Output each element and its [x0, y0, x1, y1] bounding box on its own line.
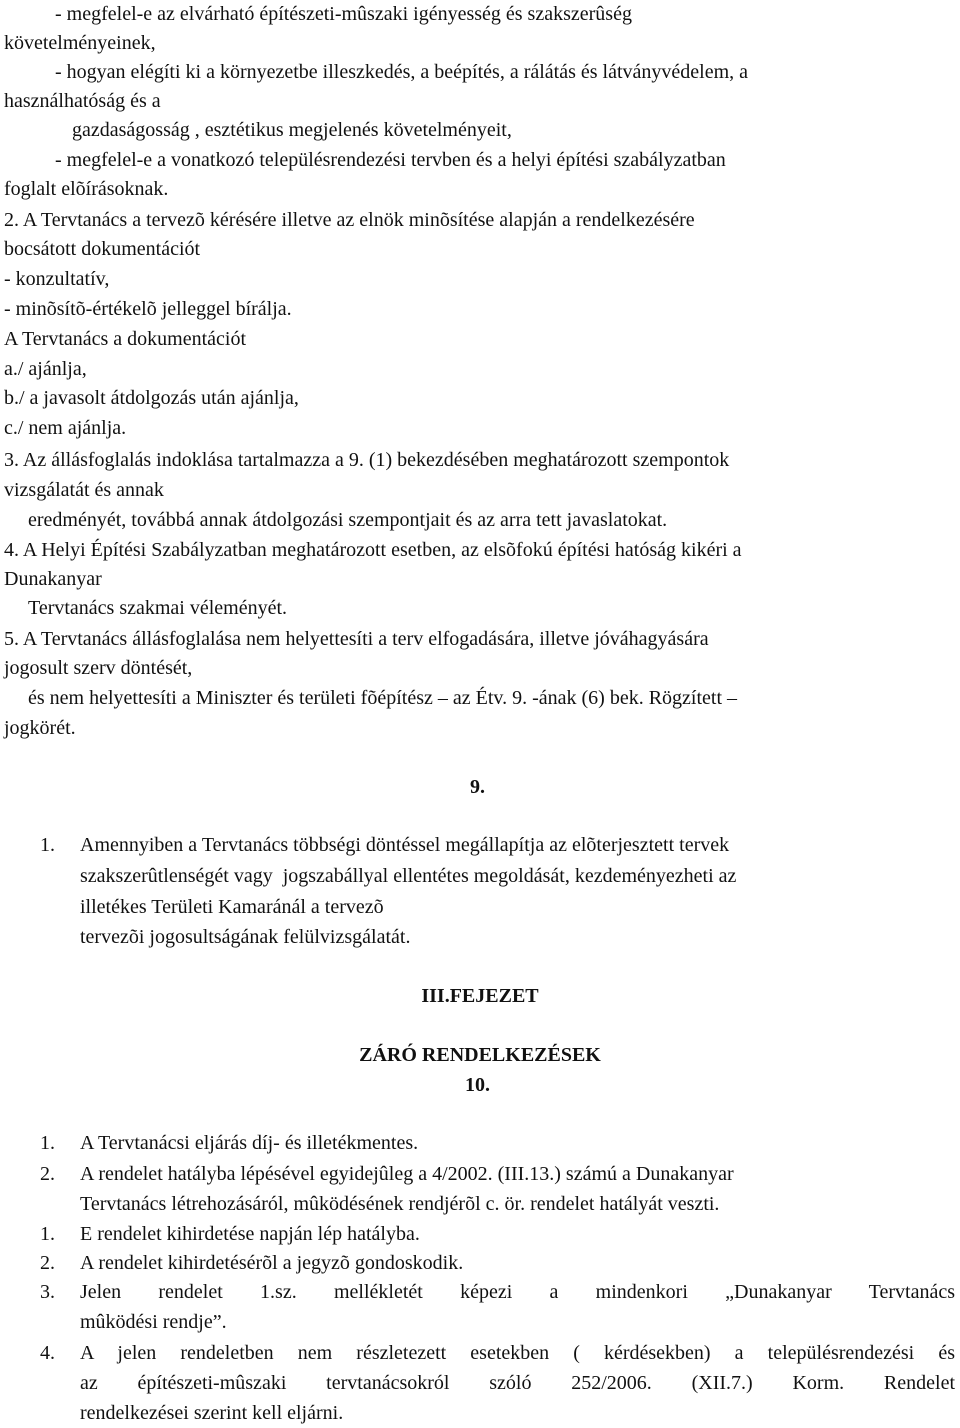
text-line: 2. A Tervtanács a tervezõ kérésére illetve az elnök minõsítése alapján a rendelkezésére	[4, 209, 695, 231]
text-line: bocsátott dokumentációt	[4, 238, 201, 260]
item-number: 1.	[40, 1223, 55, 1245]
text-line: 3. Az állásfoglalás indoklása tartalmazza a 9. (1) bekezdésében meghatározott szempontok	[4, 449, 730, 471]
text-line: tervezõi jogosultságának felülvizsgálatát.	[80, 926, 411, 948]
text-line: az építészeti-mûszaki tervtanácsokról szóló 252/2006. (XII.7.) Korm. Rendelet	[80, 1372, 955, 1394]
text-line: A Tervtanácsi eljárás díj- és illetékmentes.	[80, 1132, 419, 1154]
text-line: E rendelet kihirdetése napján lép hatályba.	[80, 1223, 420, 1245]
text-line: gazdaságosság , esztétikus megjelenés követelményeit,	[72, 119, 512, 141]
text-line: 4. A Helyi Építési Szabályzatban meghatározott esetben, az elsõfokú építési hatóság kikéri a	[4, 539, 742, 561]
section-heading: 9.	[470, 776, 490, 798]
text-line: - megfelel-e az elvárható építészeti-mûszaki igényesség és szakszerûség	[55, 3, 632, 25]
text-line: a./ ajánlja,	[4, 358, 87, 380]
text-line: Tervtanács szakmai véleményét.	[28, 597, 288, 619]
text-line: Jelen rendelet 1.sz. mellékletét képezi a mindenkori „Dunakanyar Tervtanács	[80, 1281, 955, 1303]
item-number: 1.	[40, 834, 55, 856]
text-line: 5. A Tervtanács állásfoglalása nem helyettesíti a terv elfogadására, illetve jóváhagyására	[4, 628, 709, 650]
text-line: - megfelel-e a vonatkozó településrendezési tervben és a helyi építési szabályzatban	[55, 149, 726, 171]
text-line: A jelen rendeletben nem részletezett esetekben ( kérdésekben) a településrendezési és	[80, 1342, 955, 1364]
text-line: c./ nem ajánlja.	[4, 417, 127, 439]
text-line: használhatóság és a	[4, 90, 161, 112]
text-line: szakszerûtlenségét vagy jogszabállyal ellentétes megoldását, kezdeményezheti az	[80, 865, 737, 887]
text-line: Dunakanyar	[4, 568, 102, 590]
text-line: A rendelet kihirdetésérõl a jegyzõ gondoskodik.	[80, 1252, 464, 1274]
text-line: jogkörét.	[4, 717, 76, 739]
text-line: - hogyan elégíti ki a környezetbe illeszkedés, a beépítés, a rálátás és látványvédelem, a	[55, 61, 749, 83]
text-line: és nem helyettesíti a Miniszter és területi fõépítész – az Étv. 9. -ának (6) bek. Rögzített –	[28, 687, 738, 709]
text-line: eredményét, továbbá annak átdolgozási szempontjait és az arra tett javaslatokat.	[28, 509, 668, 531]
chapter-title: III.FEJEZET	[421, 985, 539, 1007]
text-line: b./ a javasolt átdolgozás után ajánlja,	[4, 387, 299, 409]
text-line: Tervtanács létrehozásáról, mûködésének rendjérõl c. ör. rendelet hatályát veszti.	[80, 1193, 720, 1215]
text-line: követelményeinek,	[4, 32, 156, 54]
text-line: rendelkezései szerint kell eljárni.	[80, 1402, 344, 1424]
chapter-subtitle: ZÁRÓ RENDELKEZÉSEK	[359, 1044, 601, 1066]
text-line: vizsgálatát és annak	[4, 479, 164, 501]
section-heading: 10.	[465, 1074, 495, 1096]
text-line: jogosult szerv döntését,	[4, 657, 193, 679]
item-number: 4.	[40, 1342, 55, 1364]
text-line: foglalt elõírásoknak.	[4, 178, 169, 200]
text-line: illetékes Területi Kamaránál a tervezõ	[80, 896, 384, 918]
text-line: - konzultatív,	[4, 268, 110, 290]
item-number: 2.	[40, 1163, 55, 1185]
text-line: A rendelet hatályba lépésével egyidejûleg a 4/2002. (III.13.) számú a Dunakanyar	[80, 1163, 734, 1185]
text-line: mûködési rendje”.	[80, 1311, 227, 1333]
text-line: Amennyiben a Tervtanács többségi döntéssel megállapítja az elõterjesztett tervek	[80, 834, 730, 856]
text-line: A Tervtanács a dokumentációt	[4, 328, 247, 350]
item-number: 3.	[40, 1281, 55, 1303]
item-number: 2.	[40, 1252, 55, 1274]
item-number: 1.	[40, 1132, 55, 1154]
text-line: - minõsítõ-értékelõ jelleggel bírálja.	[4, 298, 292, 320]
